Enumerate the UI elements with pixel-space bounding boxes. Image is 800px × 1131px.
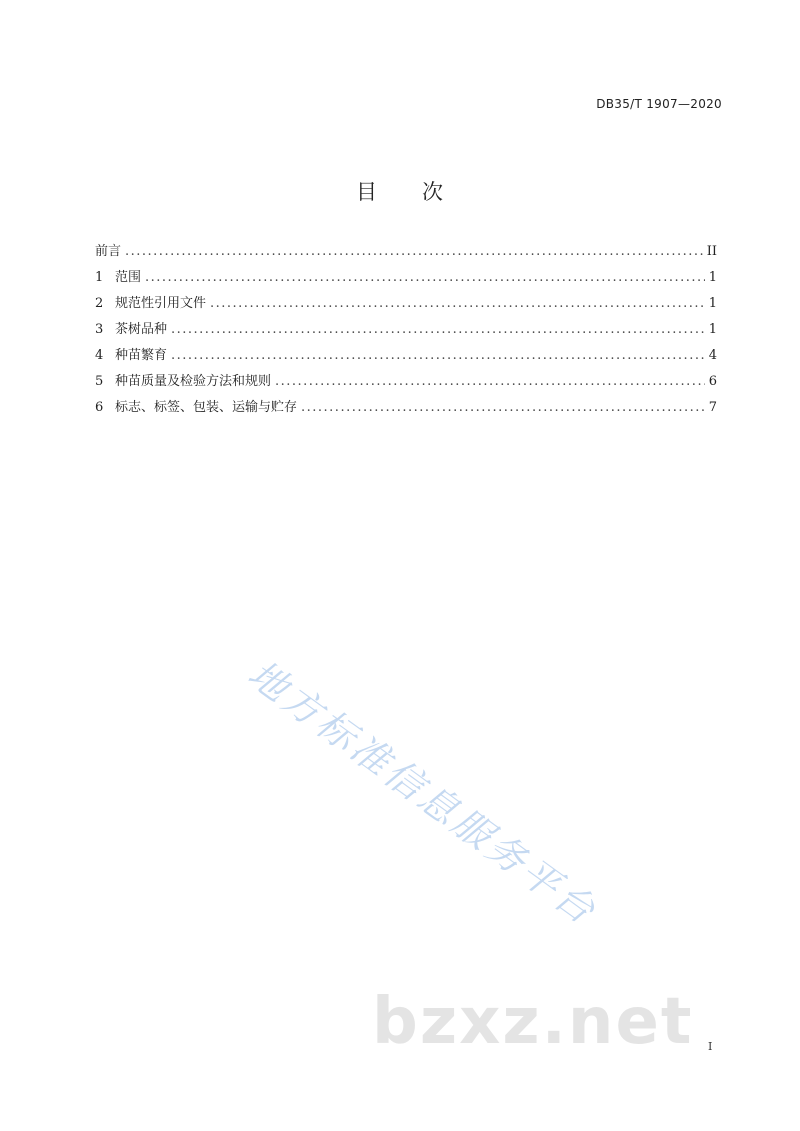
toc-title: [0, 176, 800, 206]
toc-entry-number: 4: [95, 348, 104, 363]
toc-entry-number: 3: [95, 322, 104, 337]
watermark-platform-text: 地方标准信息服务平台: [240, 651, 606, 935]
dot-leader: [210, 296, 705, 311]
toc-entry-number: 6: [95, 400, 104, 415]
toc-entry-page: 1: [708, 296, 717, 311]
toc-entry-label: 种苗质量及检验方法和规则: [115, 374, 272, 389]
toc-entry-seedling-propagation[interactable]: [95, 344, 717, 370]
toc-entry-tea-varieties[interactable]: [95, 318, 717, 344]
dot-leader: [171, 322, 705, 337]
toc-entry-label: 前言: [95, 244, 122, 259]
toc-entry-seedling-quality[interactable]: [95, 370, 717, 396]
toc-entry-number: 5: [95, 374, 104, 389]
toc-entry-page: 1: [708, 270, 717, 285]
toc-entry-marking-packaging[interactable]: [95, 396, 717, 422]
toc-entry-number: 1: [95, 270, 104, 285]
toc-entry-page: II: [706, 244, 717, 259]
toc-entry-page: 1: [708, 322, 717, 337]
watermark-site-text: bzxz.net: [372, 985, 694, 1059]
toc-entry-normative-references[interactable]: [95, 292, 717, 318]
dot-leader: [125, 244, 703, 259]
table-of-contents: [95, 240, 717, 422]
toc-title-part-2: 次: [422, 180, 444, 204]
page-number: I: [708, 1040, 713, 1053]
dot-leader: [275, 374, 705, 389]
toc-entry-foreword[interactable]: [95, 240, 717, 266]
dot-leader: [171, 348, 705, 363]
toc-title-part-1: 目: [356, 180, 378, 204]
toc-entry-page: 7: [708, 400, 717, 415]
document-code: DB35/T 1907—2020: [596, 97, 722, 111]
toc-entry-label: 标志、标签、包装、运输与贮存: [115, 400, 298, 415]
toc-entry-scope[interactable]: [95, 266, 717, 292]
toc-entry-page: 4: [708, 348, 717, 363]
toc-entry-page: 6: [708, 374, 717, 389]
dot-leader: [301, 400, 705, 415]
toc-entry-label: 规范性引用文件: [115, 296, 207, 311]
dot-leader: [145, 270, 705, 285]
toc-entry-label: 茶树品种: [115, 322, 168, 337]
toc-entry-label: 种苗繁育: [115, 348, 168, 363]
toc-entry-label: 范围: [115, 270, 142, 285]
toc-entry-number: 2: [95, 296, 104, 311]
